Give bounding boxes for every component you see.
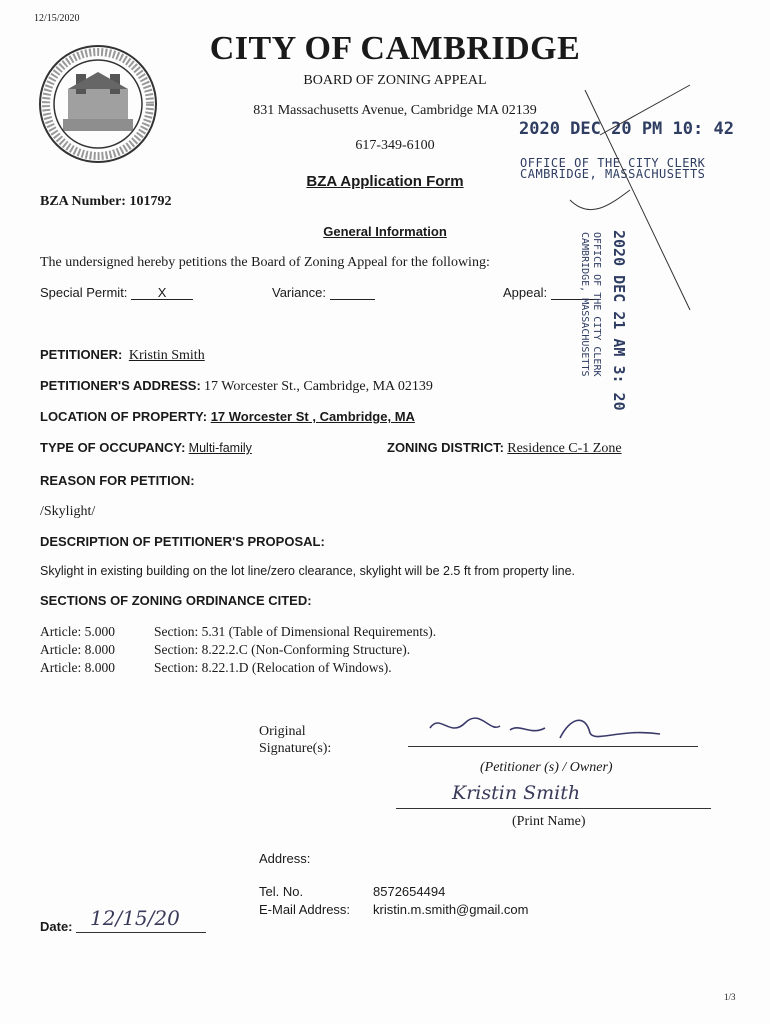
- petition-intro: The undersigned hereby petitions the Board of Zoning Appeal for the following:: [40, 255, 490, 270]
- signature-label: [259, 723, 331, 757]
- article-number: Article: 8.000: [40, 642, 115, 657]
- location-label: LOCATION OF PROPERTY:: [40, 409, 208, 424]
- special-permit-value: X: [131, 285, 193, 300]
- petitioner-row: [40, 347, 205, 364]
- email-label: E-Mail Address:: [259, 902, 351, 917]
- article-number: Article: 5.000: [40, 624, 115, 639]
- variance-label: Variance:: [272, 285, 326, 300]
- handwritten-signature: [420, 708, 680, 748]
- tel-value: 8572654494: [373, 884, 446, 899]
- print-name-line: [396, 808, 711, 809]
- handwritten-print-name: Kristin Smith: [452, 782, 581, 804]
- general-information-heading: General Information: [323, 224, 447, 239]
- tel-label: Tel. No.: [259, 884, 304, 899]
- occupancy-label: TYPE OF OCCUPANCY:: [40, 440, 186, 455]
- article-number: Article: 8.000: [40, 660, 115, 675]
- section-text: Section: 5.31 (Table of Dimensional Requirements).: [154, 624, 437, 639]
- city-title: CITY OF CAMBRIDGE: [209, 30, 581, 67]
- bza-number: [40, 194, 171, 210]
- reason-value: /Skylight/: [40, 504, 96, 519]
- special-permit-label: Special Permit:: [40, 285, 128, 300]
- petitioner-address-row: [40, 378, 433, 395]
- location-row: [40, 409, 415, 424]
- occupancy-value: Multi-family: [188, 441, 252, 455]
- petitioner-label: PETITIONER:: [40, 347, 123, 362]
- occupancy-row: [40, 440, 252, 456]
- petitioner-address-value: 17 Worcester St., Cambridge, MA 02139: [204, 379, 433, 394]
- board-phone: 617-349-6100: [355, 138, 435, 153]
- petitioner-owner-caption: (Petitioner (s) / Owner): [480, 760, 613, 775]
- location-value: 17 Worcester St , Cambridge, MA: [210, 409, 415, 424]
- print-date: 12/15/2020: [34, 13, 80, 24]
- petitioner-value: Kristin Smith: [128, 348, 205, 363]
- form-title: BZA Application Form: [306, 173, 464, 190]
- clerk-stamp2-date: 2020 DEC 21 AM 3: 20: [610, 230, 628, 411]
- bza-number-label: BZA Number:: [40, 194, 126, 209]
- petitioner-address-label: PETITIONER'S ADDRESS:: [40, 378, 201, 393]
- section-text: Section: 8.22.1.D (Relocation of Windows).: [154, 660, 392, 675]
- clerk-stamp-office-line1: OFFICE OF THE CITY CLERK: [520, 156, 706, 170]
- page-number: 1/3: [724, 992, 736, 1002]
- article-row: [40, 624, 436, 640]
- variance-value: [330, 285, 375, 300]
- reason-label: REASON FOR PETITION:: [40, 473, 195, 488]
- bza-number-value: 101792: [129, 194, 172, 209]
- signature-label-line2: Signature(s):: [259, 741, 332, 756]
- zoning-district-value: Residence C-1 Zone: [507, 441, 622, 456]
- article-row: [40, 660, 392, 676]
- handwritten-date: 12/15/20: [90, 906, 180, 930]
- board-address: 831 Massachusetts Avenue, Cambridge MA 02139: [253, 103, 537, 118]
- date-label: Date:: [40, 919, 73, 934]
- board-name: BOARD OF ZONING APPEAL: [303, 73, 487, 88]
- proposal-description-label: DESCRIPTION OF PETITIONER'S PROPOSAL:: [40, 534, 325, 549]
- clerk-stamp2-office-line2: CAMBRIDGE, MASSACHUSETTS: [579, 232, 590, 377]
- clerk-stamp-date: 2020 DEC 20 PM 10: 42: [519, 119, 734, 139]
- date-line: [76, 932, 206, 933]
- print-name-caption: (Print Name): [512, 814, 586, 829]
- section-text: Section: 8.22.2.C (Non-Conforming Structure).: [154, 642, 411, 657]
- address-label: Address:: [259, 851, 311, 866]
- appeal-label: Appeal:: [503, 285, 548, 300]
- signature-label-line1: Original: [259, 724, 306, 739]
- signature-line: [408, 746, 698, 747]
- proposal-description-value: Skylight in existing building on the lot line/zero clearance, skylight will be 2.5 ft from property line.: [40, 564, 575, 578]
- clerk-stamp-office-line2: CAMBRIDGE, MASSACHUSETTS: [520, 167, 706, 181]
- email-value: kristin.m.smith@gmail.com: [373, 902, 529, 917]
- special-permit-field: [40, 285, 193, 300]
- clerk-stamp2-office-line1: OFFICE OF THE CITY CLERK: [591, 232, 602, 377]
- variance-field: [272, 285, 375, 300]
- sections-cited-label: SECTIONS OF ZONING ORDINANCE CITED:: [40, 593, 312, 608]
- article-row: [40, 642, 410, 658]
- zoning-district-label: ZONING DISTRICT:: [387, 440, 504, 455]
- zoning-district-row: [387, 440, 622, 457]
